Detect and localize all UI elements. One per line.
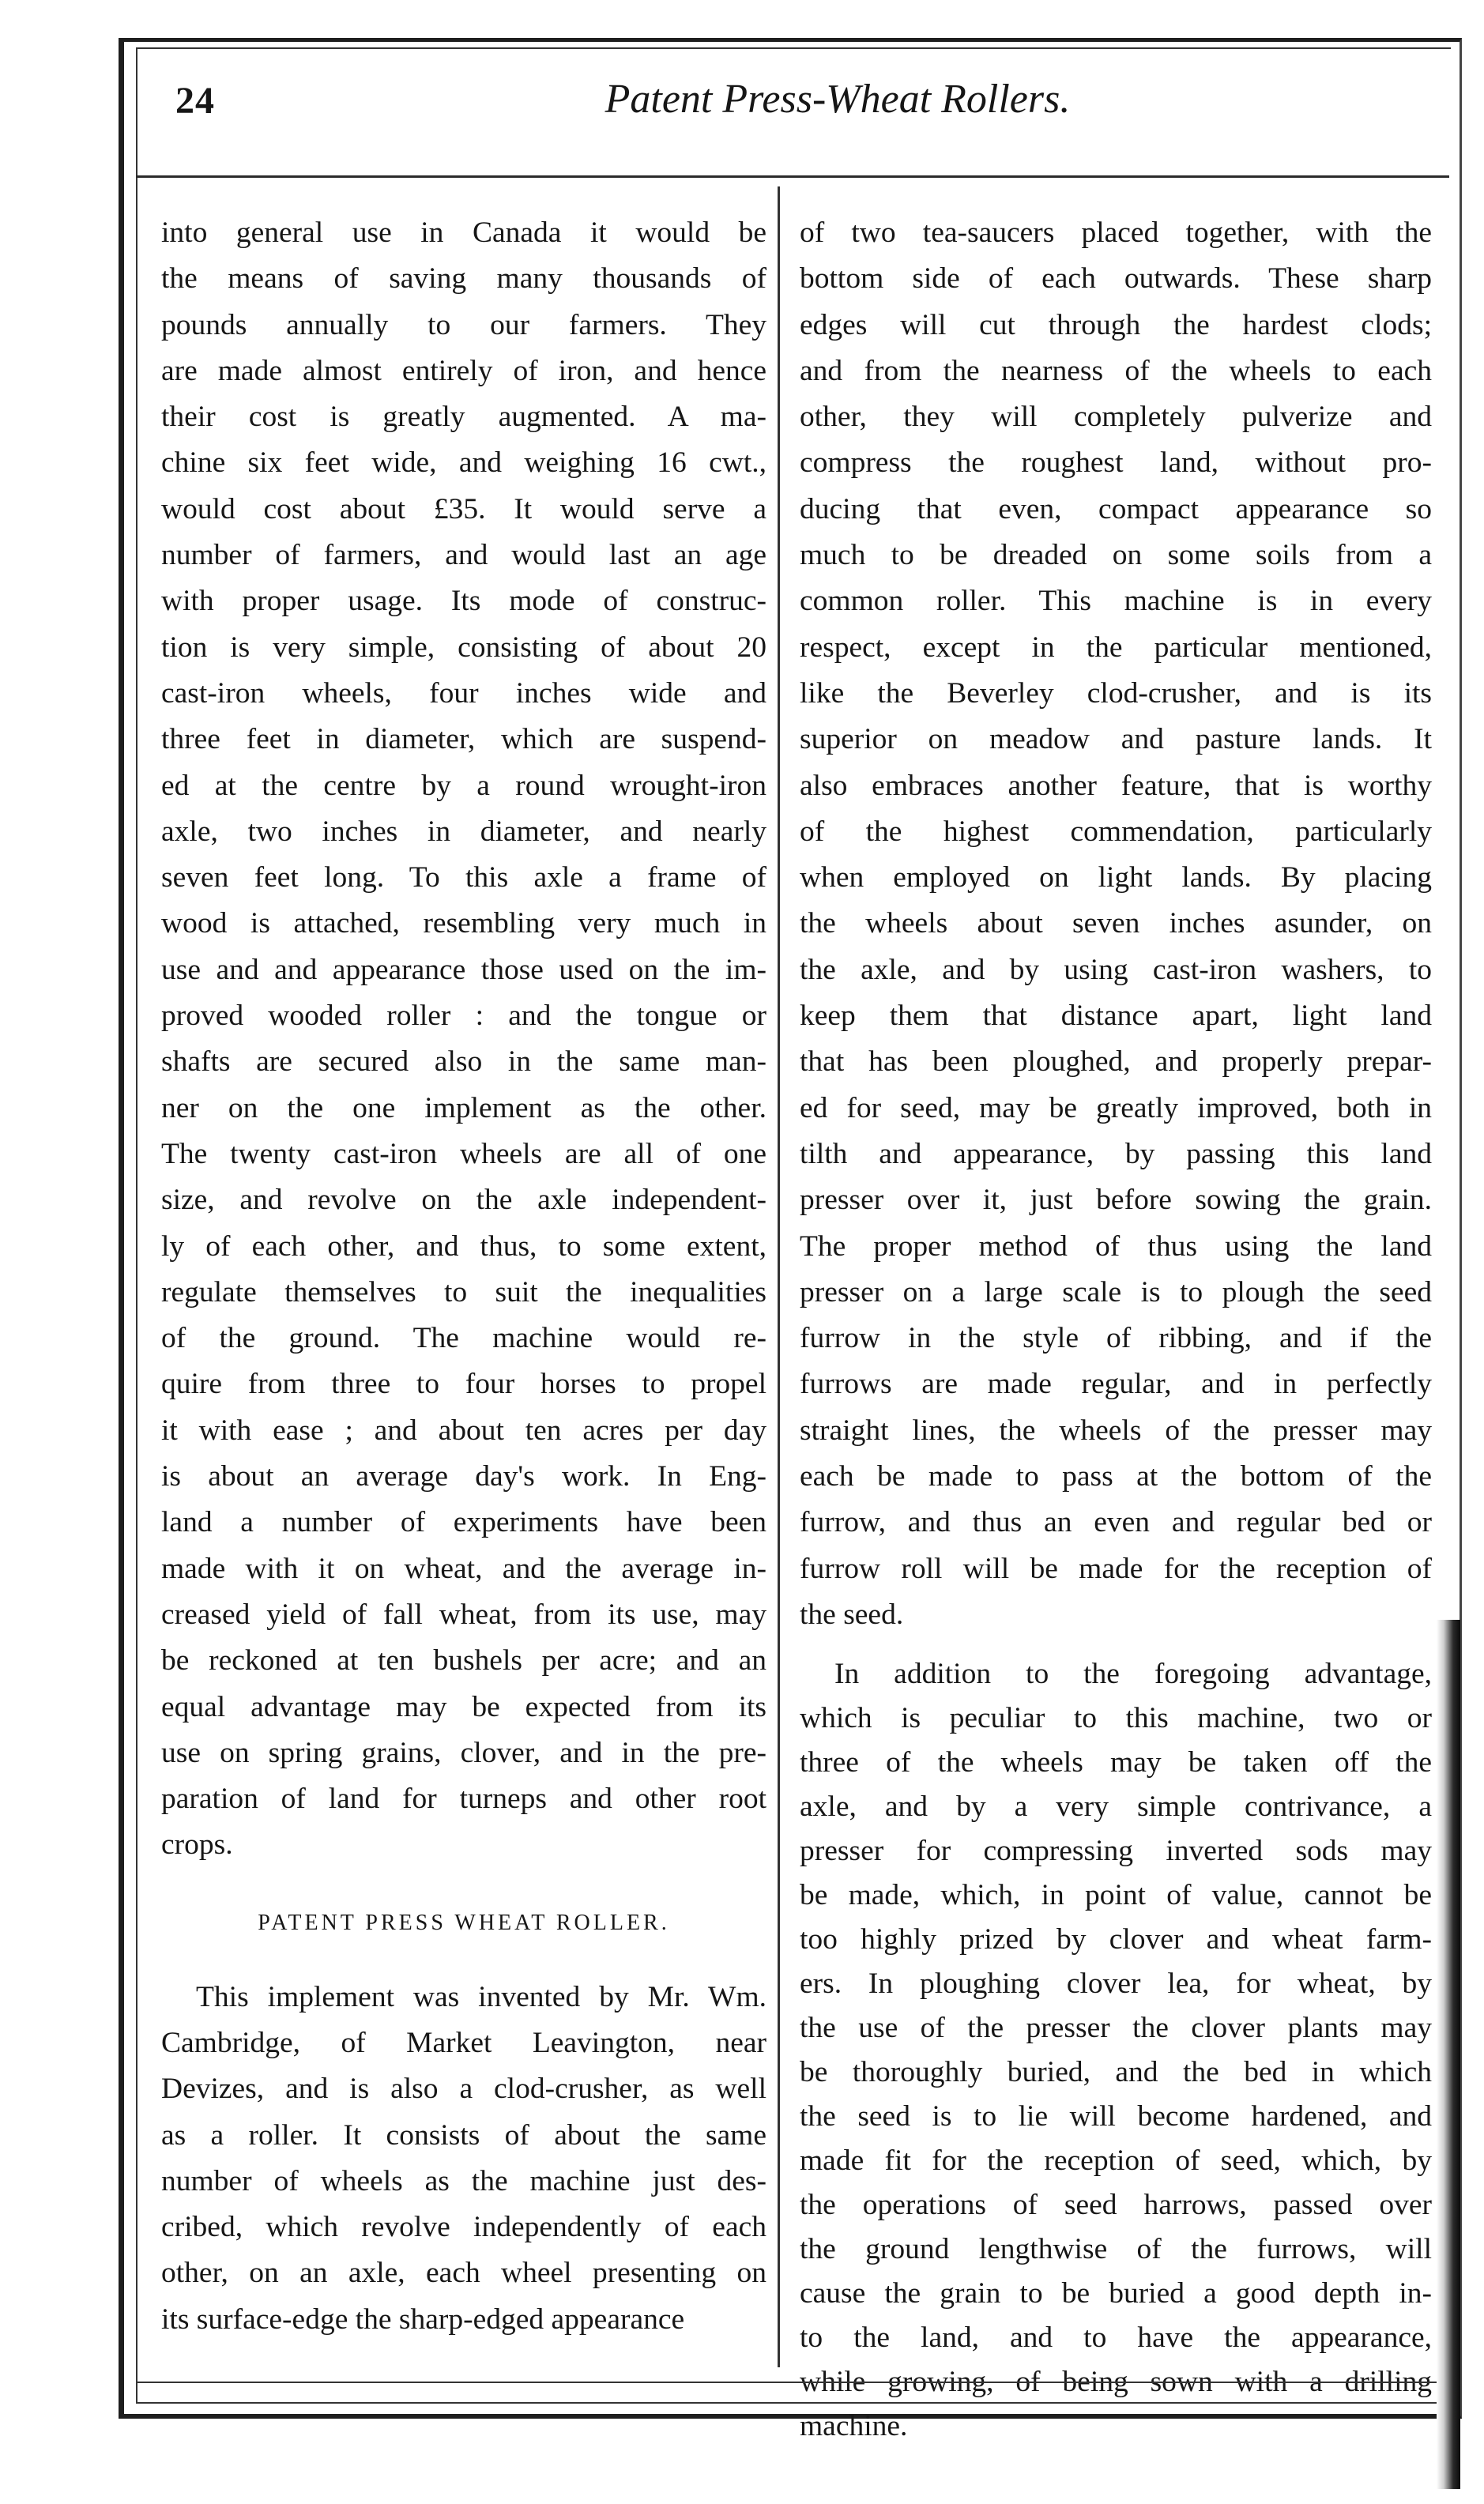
text-line: seven feet long. To this axle a frame of bbox=[161, 861, 766, 894]
text-line: regulate themselves to suit the inequalities bbox=[161, 1275, 766, 1308]
text-line: crops. bbox=[161, 1828, 233, 1862]
text-line: quire from three to four horses to propel bbox=[161, 1368, 766, 1401]
text-line: the operations of seed harrows, passed over bbox=[800, 2189, 1432, 2222]
text-line: equal advantage may be expected from its bbox=[161, 1690, 766, 1723]
text-line: of two tea-saucers placed together, with the bbox=[800, 217, 1432, 249]
text-line: other, on an axle, each wheel presenting on bbox=[161, 2257, 766, 2290]
text-line: use on spring grains, clover, and in the pre- bbox=[161, 1736, 766, 1769]
text-line: and from the nearness of the wheels to each bbox=[800, 354, 1432, 387]
text-line: the ground lengthwise of the furrows, will bbox=[800, 2233, 1432, 2266]
text-line: ly of each other, and thus, to some extent, bbox=[161, 1229, 766, 1263]
text-line: paration of land for turneps and other root bbox=[161, 1783, 766, 1816]
page-edge-shadow bbox=[1437, 1620, 1460, 2489]
text-line: creased yield of fall wheat, from its use, may bbox=[161, 1598, 766, 1631]
bottom-rule bbox=[136, 2382, 1449, 2383]
text-line: the means of saving many thousands of bbox=[161, 262, 766, 296]
text-line: be reckoned at ten bushels per acre; and an bbox=[161, 1644, 766, 1677]
text-line: In addition to the foregoing advantage, bbox=[834, 1658, 1432, 1691]
text-line: ed at the centre by a round wrought-iron bbox=[161, 769, 766, 802]
text-line: of the ground. The machine would re- bbox=[161, 1322, 766, 1355]
text-line: ducing that even, compact appearance so bbox=[800, 492, 1432, 525]
text-line: shafts are secured also in the same man- bbox=[161, 1045, 766, 1079]
text-line: also embraces another feature, that is worthy bbox=[800, 769, 1432, 802]
text-line: furrow in the style of ribbing, and if the bbox=[800, 1322, 1432, 1355]
text-line: the wheels about seven inches asunder, on bbox=[800, 907, 1432, 940]
right-paragraph-2 bbox=[800, 1652, 1432, 2449]
text-line: tion is very simple, consisting of about 20 bbox=[161, 631, 766, 664]
text-line: other, they will completely pulverize and bbox=[800, 401, 1432, 434]
text-line: edges will cut through the hardest clods; bbox=[800, 308, 1432, 341]
text-line: straight lines, the wheels of the presser may bbox=[800, 1414, 1432, 1447]
text-line: it with ease ; and about ten acres per day bbox=[161, 1414, 766, 1447]
text-line: their cost is greatly augmented. A ma- bbox=[161, 401, 766, 434]
text-line: wood is attached, resembling very much in bbox=[161, 907, 766, 940]
text-line: compress the roughest land, without pro- bbox=[800, 446, 1432, 480]
text-line: its surface-edge the sharp-edged appearance bbox=[161, 2303, 685, 2336]
text-line: pounds annually to our farmers. They bbox=[161, 308, 766, 341]
header-rule bbox=[136, 175, 1449, 178]
left-paragraph-2 bbox=[161, 1975, 766, 2343]
text-line: The twenty cast-iron wheels are all of one bbox=[161, 1137, 766, 1170]
text-line: with proper usage. Its mode of construc- bbox=[161, 585, 766, 618]
text-line: proved wooded roller : and the tongue or bbox=[161, 1000, 766, 1033]
text-line: made with it on wheat, and the average in- bbox=[161, 1552, 766, 1585]
text-line: Devizes, and is also a clod-crusher, as well bbox=[161, 2073, 766, 2106]
text-line: land a number of experiments have been bbox=[161, 1506, 766, 1539]
text-line: three of the wheels may be taken off the bbox=[800, 1746, 1432, 1779]
text-line: axle, two inches in diameter, and nearly bbox=[161, 815, 766, 848]
text-line: presser over it, just before sowing the grain. bbox=[800, 1184, 1432, 1217]
right-column bbox=[800, 210, 1432, 2449]
text-line: is about an average day's work. In Eng- bbox=[161, 1460, 766, 1493]
text-line: size, and revolve on the axle independent- bbox=[161, 1184, 766, 1217]
text-line: the use of the presser the clover plants may bbox=[800, 2012, 1432, 2045]
text-line: while growing, of being sown with a drilling bbox=[800, 2366, 1432, 2399]
text-line: cast-iron wheels, four inches wide and bbox=[161, 676, 766, 710]
text-line: be made, which, in point of value, cannot be bbox=[800, 1879, 1432, 1912]
text-line: superior on meadow and pasture lands. It bbox=[800, 723, 1432, 756]
text-line: chine six feet wide, and weighing 16 cwt., bbox=[161, 446, 766, 480]
text-line: like the Beverley clod-crusher, and is its bbox=[800, 676, 1432, 710]
text-line: to the land, and to have the appearance, bbox=[800, 2321, 1432, 2355]
text-line: would cost about £35. It would serve a bbox=[161, 492, 766, 525]
text-line: of the highest commendation, particularly bbox=[800, 815, 1432, 848]
text-line: too highly prized by clover and wheat farm- bbox=[800, 1923, 1432, 1956]
text-line: the seed is to lie will become hardened, and bbox=[800, 2100, 1432, 2133]
left-paragraph-1 bbox=[161, 210, 766, 1869]
text-line: the axle, and by using cast-iron washers, to bbox=[800, 953, 1432, 986]
text-line: made fit for the reception of seed, which, by bbox=[800, 2144, 1432, 2178]
text-line: ers. In ploughing clover lea, for wheat, by bbox=[800, 1967, 1432, 2001]
text-line: axle, and by a very simple contrivance, a bbox=[800, 1790, 1432, 1824]
text-line: cause the grain to be buried a good depth in- bbox=[800, 2277, 1432, 2310]
text-line: into general use in Canada it would be bbox=[161, 217, 766, 249]
text-line: which is peculiar to this machine, two or bbox=[800, 1702, 1432, 1735]
text-line: ner on the one implement as the other. bbox=[161, 1091, 766, 1124]
section-subheading: PATENT PRESS WHEAT ROLLER. bbox=[258, 1910, 670, 1935]
text-line: presser for compressing inverted sods may bbox=[800, 1835, 1432, 1868]
text-line: respect, except in the particular mentioned, bbox=[800, 631, 1432, 664]
right-paragraph-1 bbox=[800, 210, 1432, 1638]
running-title: Patent Press-Wheat Rollers. bbox=[605, 77, 1071, 122]
text-line: that has been ploughed, and properly prepar- bbox=[800, 1045, 1432, 1079]
text-line: furrow roll will be made for the reception of bbox=[800, 1552, 1432, 1585]
text-line: three feet in diameter, which are suspend- bbox=[161, 723, 766, 756]
text-line: each be made to pass at the bottom of the bbox=[800, 1460, 1432, 1493]
text-line: use and and appearance those used on the im- bbox=[161, 953, 766, 986]
text-line: the seed. bbox=[800, 1598, 904, 1631]
text-line: This implement was invented by Mr. Wm. bbox=[196, 1980, 766, 2013]
text-line: are made almost entirely of iron, and hence bbox=[161, 354, 766, 387]
column-divider bbox=[778, 186, 780, 2367]
text-line: common roller. This machine is in every bbox=[800, 585, 1432, 618]
text-line: tilth and appearance, by passing this land bbox=[800, 1137, 1432, 1170]
text-line: number of wheels as the machine just des- bbox=[161, 2164, 766, 2197]
text-line: furrows are made regular, and in perfectly bbox=[800, 1368, 1432, 1401]
text-line: when employed on light lands. By placing bbox=[800, 861, 1432, 894]
text-line: much to be dreaded on some soils from a bbox=[800, 539, 1432, 572]
text-line: be thoroughly buried, and the bed in which bbox=[800, 2056, 1432, 2089]
text-line: presser on a large scale is to plough the seed bbox=[800, 1275, 1432, 1308]
text-line: number of farmers, and would last an age bbox=[161, 539, 766, 572]
page-number: 24 bbox=[175, 80, 215, 122]
text-line: cribed, which revolve independently of each bbox=[161, 2211, 766, 2244]
text-line: The proper method of thus using the land bbox=[800, 1229, 1432, 1263]
text-line: machine. bbox=[800, 2410, 908, 2443]
text-line: keep them that distance apart, light land bbox=[800, 1000, 1432, 1033]
text-line: Cambridge, of Market Leavington, near bbox=[161, 2026, 766, 2059]
left-column bbox=[161, 210, 766, 2343]
text-line: ed for seed, may be greatly improved, both in bbox=[800, 1091, 1432, 1124]
text-line: bottom side of each outwards. These sharp bbox=[800, 262, 1432, 296]
text-line: furrow, and thus an even and regular bed or bbox=[800, 1506, 1432, 1539]
text-line: as a roller. It consists of about the same bbox=[161, 2118, 766, 2152]
